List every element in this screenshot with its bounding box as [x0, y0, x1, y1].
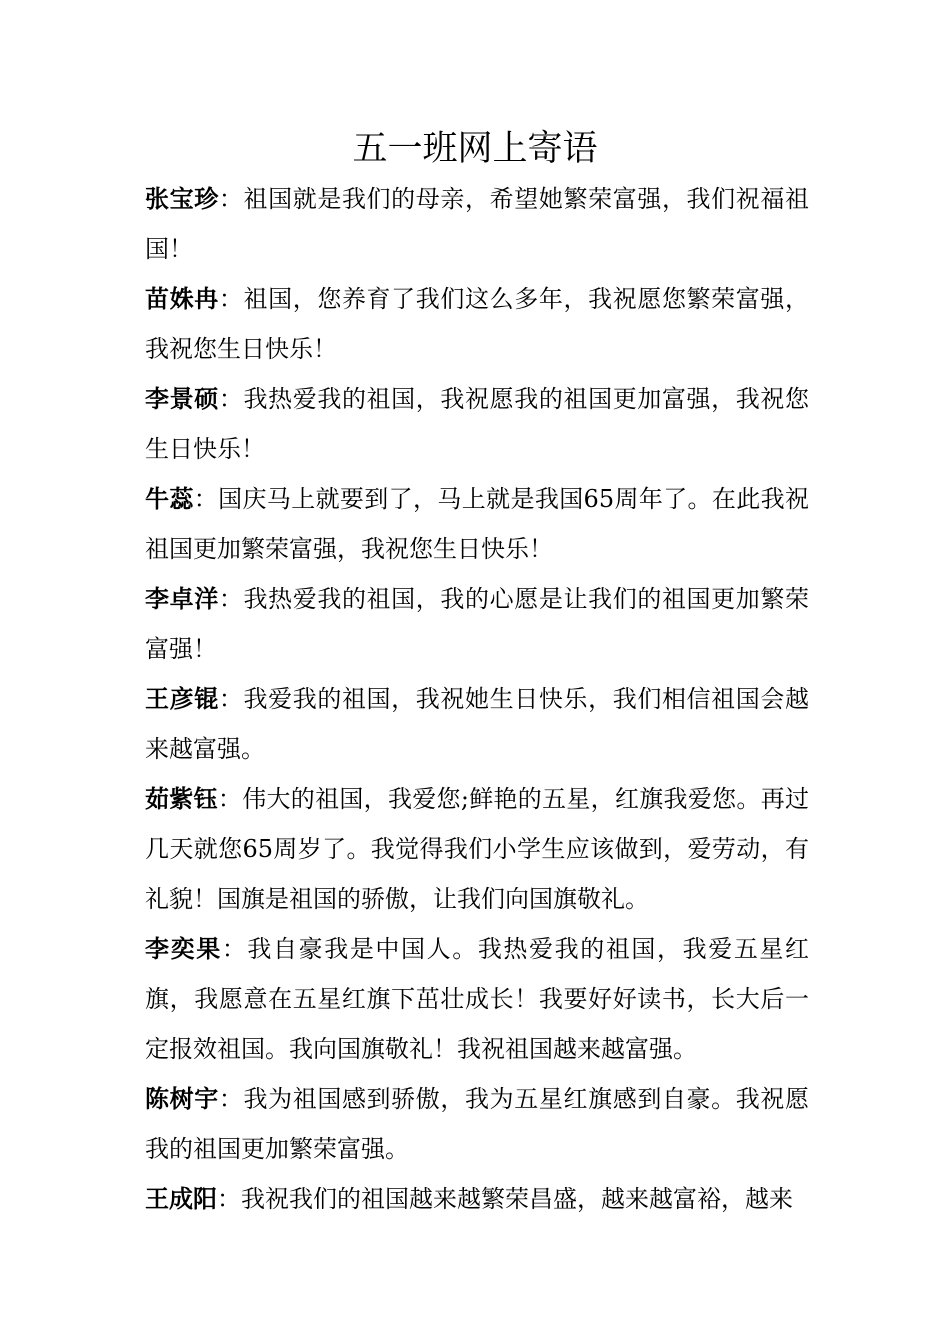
message-text: 我热爱我的祖国，我祝愿我的祖国更加富强，我祝您生日快乐！	[145, 385, 810, 463]
author-name: 陈树宇	[145, 1085, 219, 1113]
author-name: 李卓洋	[145, 585, 219, 613]
message-entry	[145, 924, 809, 1074]
message-text: 祖国就是我们的母亲，希望她繁荣富强，我们祝福祖国！	[145, 185, 810, 263]
separator: ：	[217, 785, 243, 813]
author-name: 王彦锟	[145, 685, 219, 713]
author-name: 李奕果	[145, 935, 222, 963]
document-title: 五一班网上寄语	[352, 129, 598, 169]
message-text: 伟大的祖国，我爱您;鲜艳的五星，红旗我爱您。再过几天就您65周岁了。我觉得我们小学生应该做到，爱劳动，有礼貌！国旗是祖国的骄傲，让我们向国旗敬礼。	[145, 785, 810, 913]
message-text: 我自豪我是中国人。我热爱我的祖国，我爱五星红旗，我愿意在五星红旗下茁壮成长！我要好好读书，长大后一定报效祖国。我向国旗敬礼！我祝祖国越来越富强。	[145, 935, 810, 1063]
author-name: 苗姝冉	[145, 285, 219, 313]
message-text: 我祝我们的祖国越来越繁荣昌盛，越来越富裕，越来	[241, 1185, 793, 1213]
message-text: 祖国，您养育了我们这么多年，我祝愿您繁荣富强，我祝您生日快乐！	[145, 285, 810, 363]
author-name: 张宝珍	[145, 185, 219, 213]
separator: ：	[221, 935, 248, 963]
separator: ：	[217, 1185, 241, 1213]
separator: ：	[218, 585, 244, 613]
message-text: 我为祖国感到骄傲，我为五星红旗感到自豪。我祝愿我的祖国更加繁荣富强。	[145, 1085, 810, 1163]
message-entry	[145, 1074, 809, 1174]
message-entry	[145, 474, 809, 574]
author-name: 茹紫钰	[145, 785, 218, 813]
message-text: 我热爱我的祖国，我的心愿是让我们的祖国更加繁荣富强！	[145, 585, 810, 663]
message-entry	[145, 774, 809, 924]
message-text: 我爱我的祖国，我祝她生日快乐，我们相信祖国会越来越富强。	[145, 685, 810, 763]
message-entry	[145, 174, 809, 274]
author-name: 牛蕊	[145, 485, 194, 513]
message-entry	[145, 274, 809, 374]
message-list	[145, 174, 809, 1224]
separator: ：	[218, 285, 244, 313]
message-entry	[145, 374, 809, 474]
message-entry	[145, 574, 809, 674]
message-entry	[145, 1174, 809, 1224]
separator: ：	[218, 1085, 244, 1113]
separator: ：	[218, 385, 244, 413]
separator: ：	[193, 485, 219, 513]
separator: ：	[218, 185, 244, 213]
message-text: 国庆马上就要到了，马上就是我国65周年了。在此我祝祖国更加繁荣富强，我祝您生日快乐！	[145, 485, 810, 563]
author-name: 王成阳	[145, 1185, 217, 1213]
author-name: 李景硕	[145, 385, 219, 413]
message-entry	[145, 674, 809, 774]
separator: ：	[218, 685, 244, 713]
